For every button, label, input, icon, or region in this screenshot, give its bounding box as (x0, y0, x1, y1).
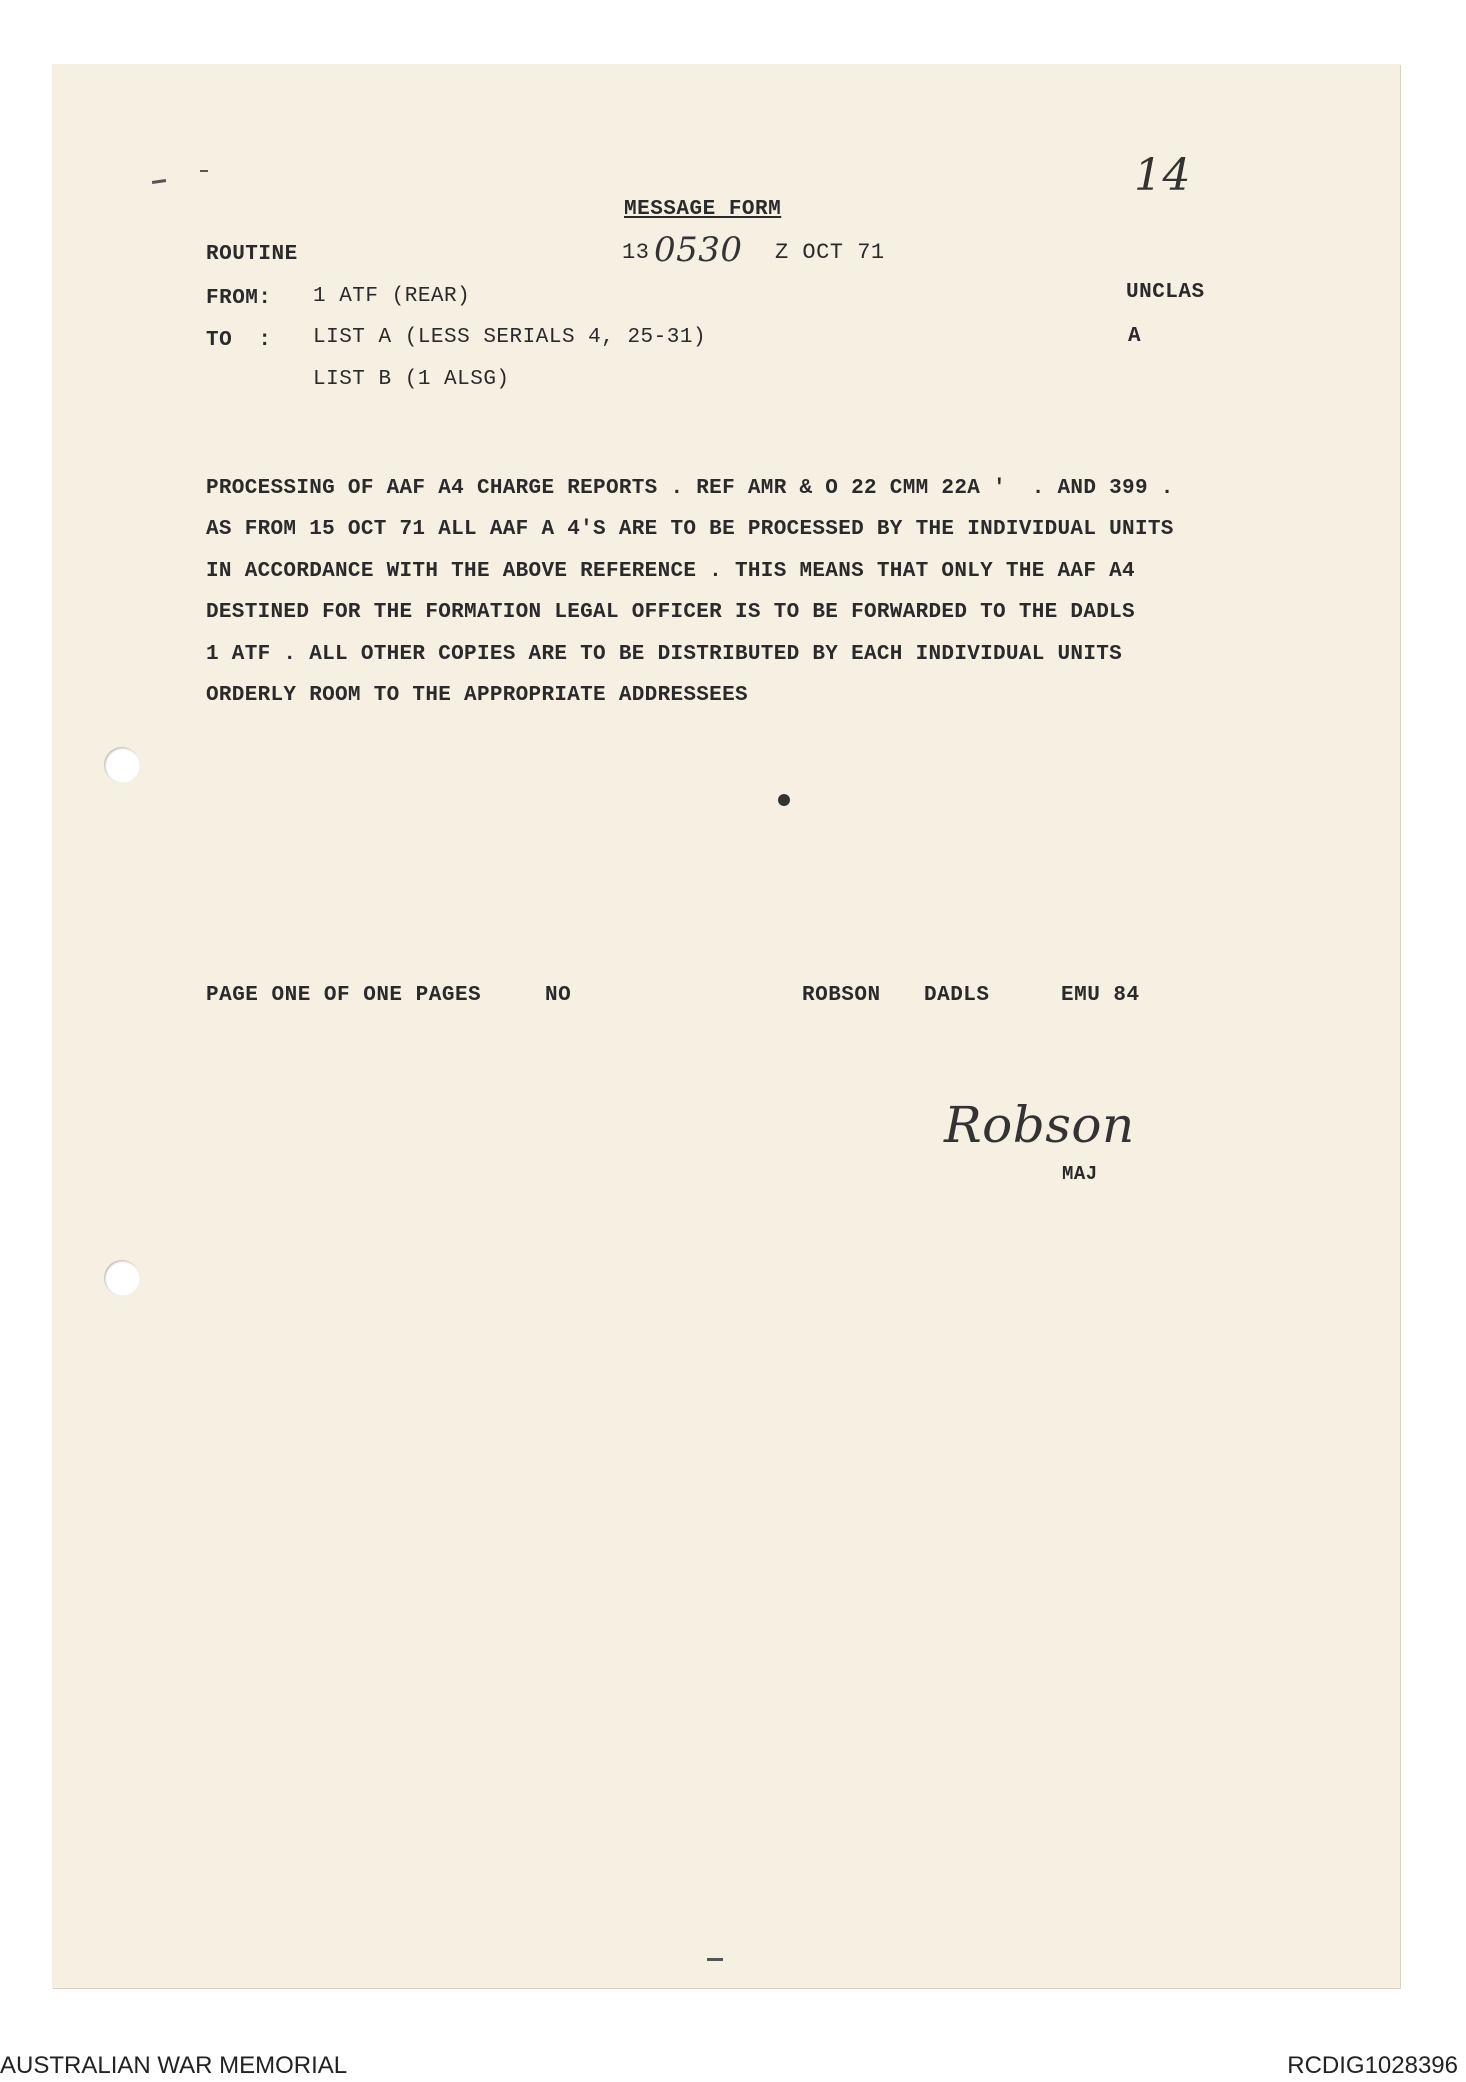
document-sheet (52, 64, 1400, 1988)
from-label: FROM: (206, 287, 272, 310)
dtg-suffix: Z OCT 71 (775, 240, 885, 265)
to-value-2: LIST B (1 ALSG) (313, 368, 510, 391)
stray-mark (707, 1958, 723, 1961)
signer-rank: MAJ (1062, 1163, 1098, 1185)
record-id: RCDIG1028396 (1287, 2052, 1458, 2079)
body-line: ORDERLY ROOM TO THE APPROPRIATE ADDRESSEES (206, 684, 748, 707)
to-value-1: LIST A (LESS SERIALS 4, 25-31) (313, 326, 707, 349)
archive-credit: AUSTRALIAN WAR MEMORIAL (0, 2052, 348, 2079)
punch-hole-top (104, 747, 140, 783)
punch-hole-bottom (104, 1260, 140, 1296)
ink-blot (778, 794, 790, 806)
body-line: AS FROM 15 OCT 71 ALL AAF A 4'S ARE TO BE PROCESSED BY THE INDIVIDUAL UNITS (206, 518, 1174, 541)
dtg-handwritten: 0530 (654, 230, 743, 270)
body-line: IN ACCORDANCE WITH THE ABOVE REFERENCE . THIS MEANS THAT ONLY THE AAF A4 (206, 560, 1135, 583)
precedence: ROUTINE (206, 243, 298, 266)
body-line: DESTINED FOR THE FORMATION LEGAL OFFICER IS TO BE FORWARDED TO THE DADLS (206, 601, 1135, 624)
stray-mark (200, 170, 208, 172)
classification: UNCLAS (1126, 281, 1205, 304)
originator-appointment: DADLS (924, 984, 990, 1007)
originator-name: ROBSON (802, 984, 881, 1007)
signature: Robson (944, 1096, 1135, 1154)
folio-number: 14 (1134, 150, 1191, 201)
from-value: 1 ATF (REAR) (313, 285, 471, 308)
to-label: TO : (206, 329, 272, 352)
body-line: 1 ATF . ALL OTHER COPIES ARE TO BE DISTRIBUTED BY EACH INDIVIDUAL UNITS (206, 643, 1123, 666)
dtg-prefix: 13 (622, 240, 650, 265)
message-no: NO (545, 984, 572, 1007)
body-line: PROCESSING OF AAF A4 CHARGE REPORTS . REF AMR & O 22 CMM 22A ' . AND 399 . (206, 477, 1174, 500)
classification-code: A (1128, 325, 1142, 348)
form-title: MESSAGE FORM (624, 198, 782, 221)
page-count: PAGE ONE OF ONE PAGES (206, 984, 482, 1007)
originator-phone: EMU 84 (1061, 984, 1140, 1007)
